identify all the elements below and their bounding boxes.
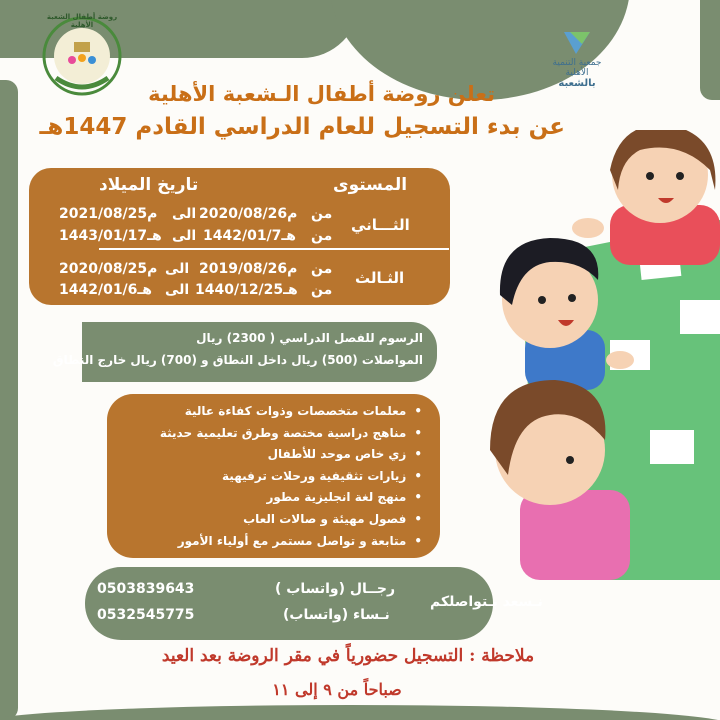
from-gregorian-date: 2020/08/26م xyxy=(199,206,298,222)
association-name: جمعية التنمية الأهلية xyxy=(552,58,602,78)
column-birthdate-header: تاريخ الميلاد xyxy=(99,175,199,195)
to-label: الى xyxy=(172,206,197,222)
column-level-header: المستوى xyxy=(333,175,408,195)
features-list xyxy=(160,401,422,552)
list-item: • زي خاص موحد للأطفال xyxy=(160,444,422,466)
to-hijri-date: 1442/01/6هـ xyxy=(59,282,152,298)
to-gregorian-date: 2021/08/25م xyxy=(59,206,158,222)
contact-box xyxy=(85,567,543,640)
left-bar-decor xyxy=(0,80,18,720)
to-hijri-date: 1443/01/17هـ xyxy=(59,228,162,244)
list-item: • منهج لغة انجليزية مطور xyxy=(160,487,422,509)
kindergarten-logo-text: روضة أطفال الشعبة الأهلية xyxy=(46,13,118,29)
association-emblem-icon xyxy=(560,28,594,58)
announcement-subtitle: عن بدء التسجيل للعام الدراسي القادم 1447هـ xyxy=(39,114,565,140)
announcement-title: تعلن روضة أطفال الـشعبة الأهلية xyxy=(148,82,495,106)
association-logo xyxy=(542,22,612,102)
birthdate-table xyxy=(29,168,450,305)
women-phone[interactable]: 0532545775 xyxy=(97,607,195,623)
to-label: الى xyxy=(165,261,190,277)
contact-label: نـسعد بـتواصلكم xyxy=(430,594,543,610)
registration-hours: صباحاً من ٩ إلى ١١ xyxy=(272,680,402,699)
men-phone[interactable]: 0503839643 xyxy=(97,581,195,597)
features-box xyxy=(107,394,440,558)
to-gregorian-date: 2020/08/25م xyxy=(59,261,158,277)
from-label: من xyxy=(311,261,333,277)
to-label: الى xyxy=(172,228,197,244)
level-second: الثـــاني xyxy=(351,216,410,234)
from-hijri-date: 1440/12/25هـ xyxy=(195,282,298,298)
from-label: من xyxy=(311,228,333,244)
registration-note: ملاحظة : التسجيل حضورياً في مقر الروضة بعد العيد xyxy=(161,646,535,666)
bottom-wave-decor xyxy=(0,705,720,720)
to-label: الى xyxy=(165,282,190,298)
children-illustration xyxy=(480,130,720,580)
from-hijri-date: 1442/01/7هـ xyxy=(203,228,296,244)
transport-fee: المواصلات (500) ريال داخل النطاق و (700) ريال خارج النطاق xyxy=(52,353,423,367)
table-divider xyxy=(99,248,449,250)
from-gregorian-date: 2019/08/26م xyxy=(199,261,298,277)
list-item: • مناهج دراسية مختصة وطرق تعليمية حديثة xyxy=(160,423,422,445)
women-whatsapp-label: نـساء (واتساب) xyxy=(283,607,390,623)
from-label: من xyxy=(311,282,333,298)
list-item: • متابعة و تواصل مستمر مع أولياء الأمور xyxy=(160,531,422,553)
list-item: • فصول مهيئة و صالات العاب xyxy=(160,509,422,531)
right-bar-decor xyxy=(700,0,720,100)
list-item: • معلمات متخصصات وذوات كفاءة عالية xyxy=(160,401,422,423)
association-city: بالشعبة xyxy=(558,78,596,89)
level-third: الثـالث xyxy=(355,269,405,287)
from-label: من xyxy=(311,206,333,222)
list-item: • زيارات تثقيفية ورحلات ترفيهية xyxy=(160,466,422,488)
men-whatsapp-label: رجــال (واتساب ) xyxy=(275,581,395,597)
tuition-fee: الرسوم للفصل الدراسي ( 2300) ريال xyxy=(196,331,423,345)
fees-box xyxy=(52,322,437,382)
